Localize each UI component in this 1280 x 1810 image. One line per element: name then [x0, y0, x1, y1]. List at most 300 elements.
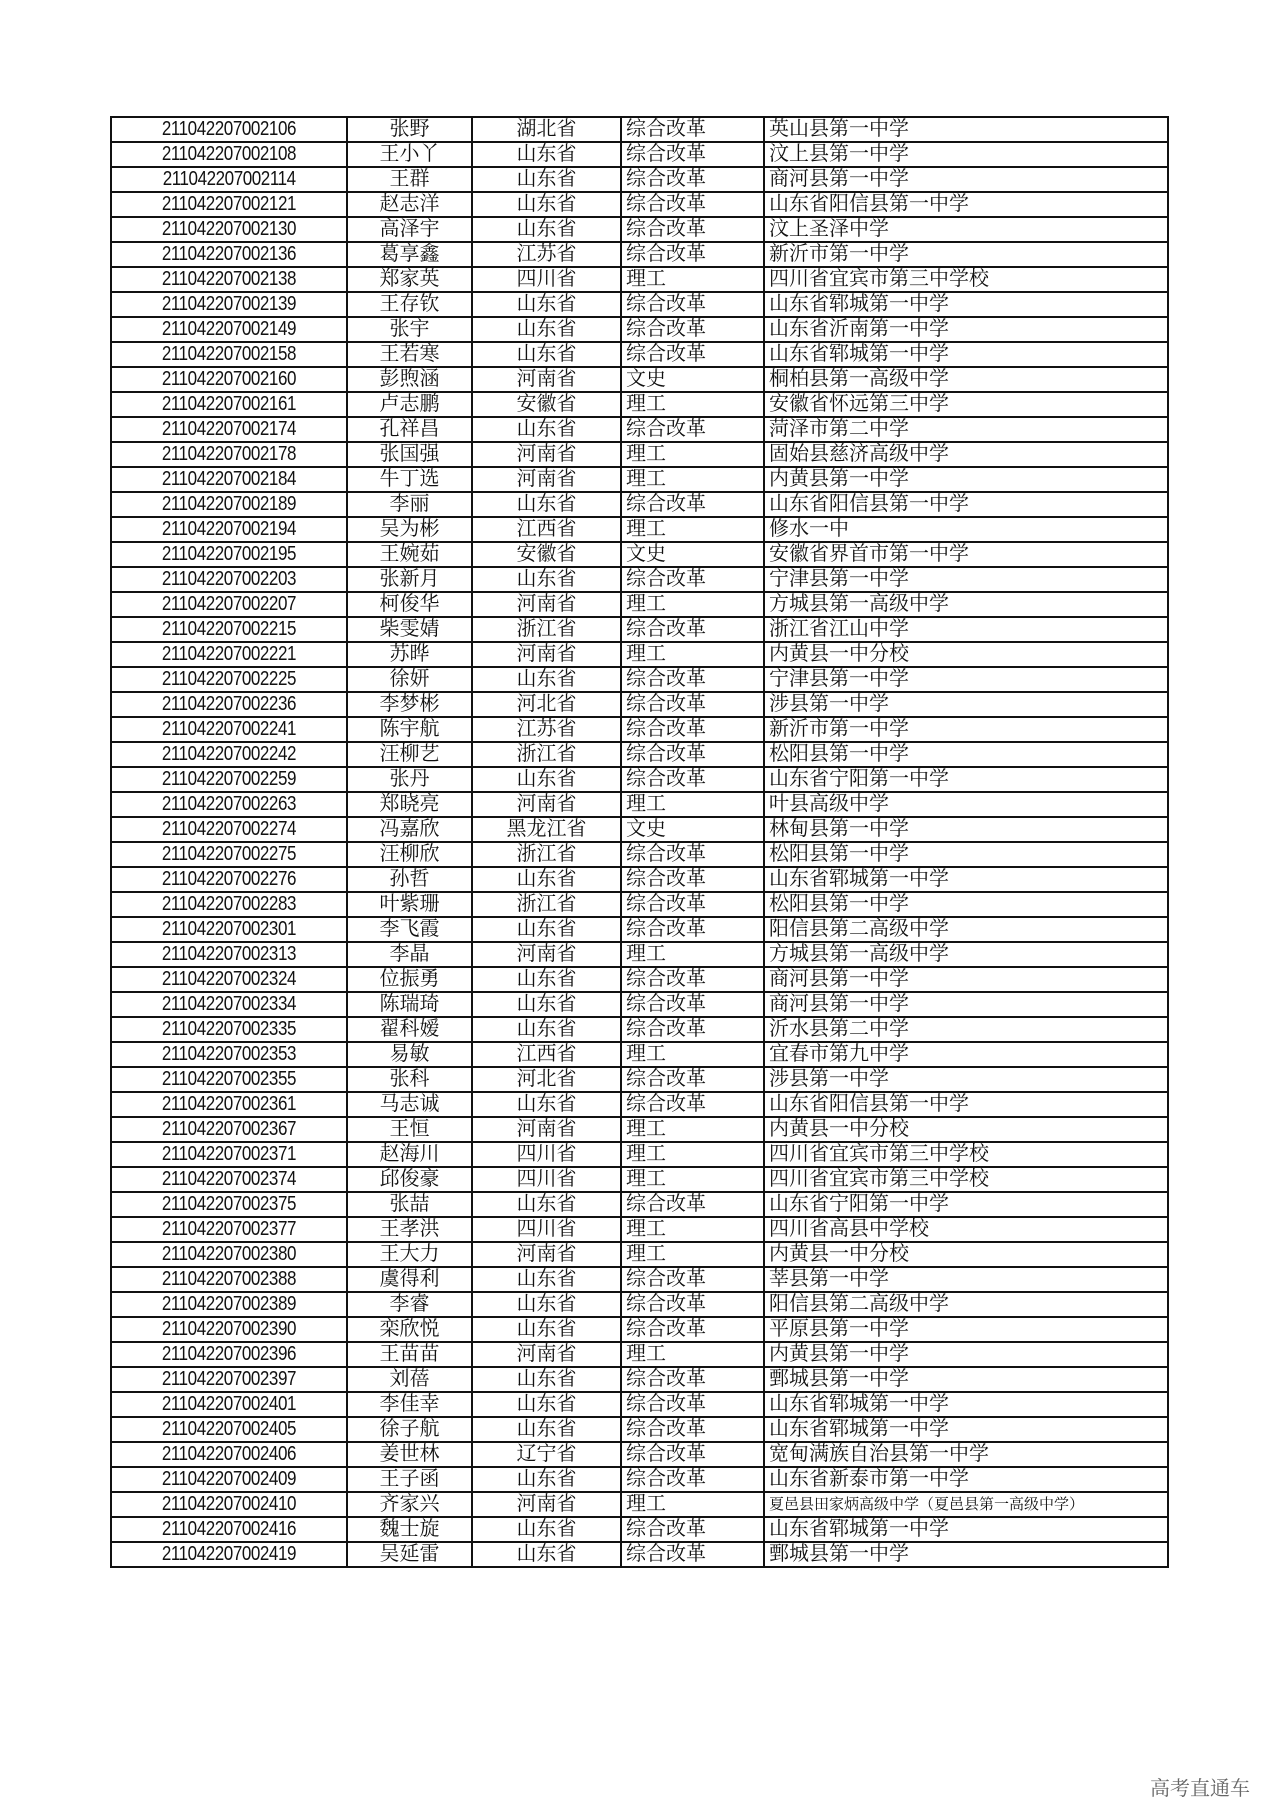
table-row: [111, 1167, 1168, 1192]
high-school-cell: 松阳县第一中学: [764, 892, 1168, 917]
subject-category-cell: 理工: [621, 1042, 764, 1067]
high-school-cell: 内黄县第一中学: [764, 467, 1168, 492]
candidate-id-text: 211042207002207: [161, 593, 297, 615]
candidate-id-cell: [111, 1342, 347, 1367]
candidate-id-text: 211042207002371: [161, 1143, 297, 1165]
table-row: [111, 692, 1168, 717]
province-cell: 江西省: [472, 1042, 621, 1067]
high-school-cell: 新沂市第一中学: [764, 717, 1168, 742]
candidate-id-cell: [111, 242, 347, 267]
province-cell: 山东省: [472, 342, 621, 367]
candidate-id-cell: [111, 1417, 347, 1442]
candidate-id-text: 211042207002274: [161, 818, 297, 840]
province-cell: 河南省: [472, 942, 621, 967]
candidate-id-text: 211042207002108: [161, 143, 297, 165]
student-name-cell: 郑家英: [347, 267, 472, 292]
candidate-id-cell: [111, 1117, 347, 1142]
student-name-cell: 牛丁选: [347, 467, 472, 492]
province-cell: 安徽省: [472, 392, 621, 417]
high-school-cell: 桐柏县第一高级中学: [764, 367, 1168, 392]
high-school-cell: 四川省宜宾市第三中学校: [764, 1142, 1168, 1167]
high-school-cell: 安徽省怀远第三中学: [764, 392, 1168, 417]
high-school-cell: 宁津县第一中学: [764, 667, 1168, 692]
candidate-id-cell: [111, 667, 347, 692]
candidate-id-cell: [111, 742, 347, 767]
province-cell: 河南省: [472, 1492, 621, 1517]
candidate-id-cell: [111, 717, 347, 742]
high-school-cell: 山东省郓城第一中学: [764, 867, 1168, 892]
subject-category-cell: 理工: [621, 642, 764, 667]
candidate-id-cell: [111, 1367, 347, 1392]
table-row: [111, 717, 1168, 742]
province-cell: 山东省: [472, 1267, 621, 1292]
table-row: [111, 1317, 1168, 1342]
province-cell: 河南省: [472, 1117, 621, 1142]
subject-category-cell: 综合改革: [621, 317, 764, 342]
subject-category-cell: 综合改革: [621, 142, 764, 167]
table-row: [111, 117, 1168, 142]
table-row: [111, 542, 1168, 567]
table-row: [111, 317, 1168, 342]
subject-category-cell: 综合改革: [621, 692, 764, 717]
subject-category-cell: 综合改革: [621, 567, 764, 592]
student-name-cell: 王子函: [347, 1467, 472, 1492]
subject-category-cell: 综合改革: [621, 917, 764, 942]
table-row: [111, 1067, 1168, 1092]
province-cell: 山东省: [472, 917, 621, 942]
student-name-cell: 栾欣悦: [347, 1317, 472, 1342]
high-school-cell: 阳信县第二高级中学: [764, 1292, 1168, 1317]
student-name-cell: 齐家兴: [347, 1492, 472, 1517]
candidate-id-cell: [111, 892, 347, 917]
high-school-cell: 叶县高级中学: [764, 792, 1168, 817]
table-row: [111, 1292, 1168, 1317]
table-row: [111, 1467, 1168, 1492]
high-school-cell: 山东省阳信县第一中学: [764, 492, 1168, 517]
student-name-cell: 刘蓓: [347, 1367, 472, 1392]
subject-category-cell: 综合改革: [621, 292, 764, 317]
province-cell: 安徽省: [472, 542, 621, 567]
candidate-id-cell: [111, 1167, 347, 1192]
candidate-id-text: 211042207002189: [161, 493, 297, 515]
candidate-id-cell: [111, 1042, 347, 1067]
subject-category-cell: 综合改革: [621, 1542, 764, 1567]
table-row: [111, 467, 1168, 492]
candidate-id-cell: [111, 117, 347, 142]
high-school-cell: 山东省郓城第一中学: [764, 1417, 1168, 1442]
province-cell: 河南省: [472, 792, 621, 817]
table-row: [111, 392, 1168, 417]
student-name-cell: 易敏: [347, 1042, 472, 1067]
candidate-id-cell: [111, 1542, 347, 1567]
province-cell: 河南省: [472, 367, 621, 392]
subject-category-cell: 理工: [621, 1142, 764, 1167]
province-cell: 湖北省: [472, 117, 621, 142]
candidate-id-text: 211042207002353: [161, 1043, 297, 1065]
candidate-id-text: 211042207002225: [161, 668, 297, 690]
table-row: [111, 1117, 1168, 1142]
high-school-cell: 汶上县第一中学: [764, 142, 1168, 167]
table-row: [111, 217, 1168, 242]
student-name-cell: 柯俊华: [347, 592, 472, 617]
high-school-cell: 方城县第一高级中学: [764, 592, 1168, 617]
subject-category-cell: 综合改革: [621, 1467, 764, 1492]
candidate-id-text: 211042207002374: [161, 1168, 297, 1190]
student-name-cell: 赵志洋: [347, 192, 472, 217]
table-row: [111, 617, 1168, 642]
subject-category-cell: 综合改革: [621, 892, 764, 917]
subject-category-cell: 综合改革: [621, 1192, 764, 1217]
student-name-cell: 冯嘉欣: [347, 817, 472, 842]
candidate-id-text: 211042207002158: [161, 343, 297, 365]
high-school-cell: 山东省郓城第一中学: [764, 292, 1168, 317]
candidate-id-cell: [111, 1392, 347, 1417]
candidate-id-cell: [111, 817, 347, 842]
student-name-cell: 张丹: [347, 767, 472, 792]
province-cell: 四川省: [472, 267, 621, 292]
student-name-cell: 位振勇: [347, 967, 472, 992]
table-row: [111, 842, 1168, 867]
candidate-id-cell: [111, 1292, 347, 1317]
province-cell: 河北省: [472, 692, 621, 717]
province-cell: 河南省: [472, 642, 621, 667]
candidate-id-text: 211042207002367: [161, 1118, 297, 1140]
high-school-cell: 内黄县一中分校: [764, 642, 1168, 667]
student-name-cell: 吴为彬: [347, 517, 472, 542]
province-cell: 山东省: [472, 667, 621, 692]
candidate-id-cell: [111, 992, 347, 1017]
candidate-id-cell: [111, 292, 347, 317]
candidate-id-cell: [111, 192, 347, 217]
candidate-id-cell: [111, 167, 347, 192]
candidate-id-cell: [111, 842, 347, 867]
candidate-id-text: 211042207002121: [161, 193, 297, 215]
subject-category-cell: 综合改革: [621, 1442, 764, 1467]
table-row: [111, 1142, 1168, 1167]
candidate-id-text: 211042207002114: [162, 168, 296, 190]
subject-category-cell: 综合改革: [621, 192, 764, 217]
student-name-cell: 汪柳艺: [347, 742, 472, 767]
watermark: 高考直通车: [1150, 1778, 1250, 1800]
subject-category-cell: 综合改革: [621, 1067, 764, 1092]
candidate-id-text: 211042207002178: [161, 443, 297, 465]
subject-category-cell: 理工: [621, 1492, 764, 1517]
province-cell: 四川省: [472, 1142, 621, 1167]
province-cell: 浙江省: [472, 892, 621, 917]
high-school-cell: 涉县第一中学: [764, 1067, 1168, 1092]
table-row: [111, 1267, 1168, 1292]
student-name-cell: 张野: [347, 117, 472, 142]
candidate-id-text: 211042207002397: [161, 1368, 297, 1390]
admission-list-table: [110, 116, 1169, 1568]
high-school-cell: 松阳县第一中学: [764, 842, 1168, 867]
candidate-id-cell: [111, 517, 347, 542]
high-school-cell: 内黄县一中分校: [764, 1242, 1168, 1267]
subject-category-cell: 理工: [621, 1167, 764, 1192]
table-row: [111, 442, 1168, 467]
high-school-cell: 山东省郓城第一中学: [764, 1392, 1168, 1417]
candidate-id-cell: [111, 617, 347, 642]
table-row: [111, 1242, 1168, 1267]
table-row: [111, 367, 1168, 392]
subject-category-cell: 综合改革: [621, 1267, 764, 1292]
student-name-cell: 李梦彬: [347, 692, 472, 717]
student-name-cell: 李睿: [347, 1292, 472, 1317]
province-cell: 黑龙江省: [472, 817, 621, 842]
candidate-id-cell: [111, 942, 347, 967]
candidate-id-cell: [111, 792, 347, 817]
candidate-id-cell: [111, 1217, 347, 1242]
table-row: [111, 567, 1168, 592]
candidate-id-cell: [111, 367, 347, 392]
high-school-cell: 四川省宜宾市第三中学校: [764, 267, 1168, 292]
subject-category-cell: 综合改革: [621, 217, 764, 242]
subject-category-cell: 综合改革: [621, 1417, 764, 1442]
student-name-cell: 李晶: [347, 942, 472, 967]
table-row: [111, 167, 1168, 192]
high-school-cell: 四川省高县中学校: [764, 1217, 1168, 1242]
candidate-id-cell: [111, 1067, 347, 1092]
subject-category-cell: 综合改革: [621, 667, 764, 692]
candidate-id-text: 211042207002396: [161, 1343, 297, 1365]
candidate-id-text: 211042207002355: [161, 1068, 297, 1090]
student-name-cell: 柴雯婧: [347, 617, 472, 642]
student-name-cell: 虞得利: [347, 1267, 472, 1292]
high-school-cell: 汶上圣泽中学: [764, 217, 1168, 242]
candidate-id-text: 211042207002130: [161, 218, 297, 240]
province-cell: 山东省: [472, 1017, 621, 1042]
student-name-cell: 葛享鑫: [347, 242, 472, 267]
subject-category-cell: 综合改革: [621, 1292, 764, 1317]
candidate-id-text: 211042207002377: [161, 1218, 297, 1240]
high-school-cell: 四川省宜宾市第三中学校: [764, 1167, 1168, 1192]
candidate-id-cell: [111, 1142, 347, 1167]
province-cell: 浙江省: [472, 617, 621, 642]
student-name-cell: 李丽: [347, 492, 472, 517]
candidate-id-cell: [111, 317, 347, 342]
candidate-id-cell: [111, 692, 347, 717]
subject-category-cell: 理工: [621, 942, 764, 967]
high-school-cell: 浙江省江山中学: [764, 617, 1168, 642]
province-cell: 山东省: [472, 167, 621, 192]
candidate-id-text: 211042207002410: [161, 1493, 297, 1515]
subject-category-cell: 理工: [621, 1217, 764, 1242]
candidate-id-text: 211042207002174: [161, 418, 297, 440]
province-cell: 江西省: [472, 517, 621, 542]
table-row: [111, 767, 1168, 792]
candidate-id-text: 211042207002401: [161, 1393, 297, 1415]
candidate-id-text: 211042207002334: [161, 993, 297, 1015]
table-row: [111, 1092, 1168, 1117]
candidate-id-text: 211042207002215: [161, 618, 297, 640]
candidate-id-text: 211042207002236: [161, 693, 297, 715]
student-name-cell: 翟科嫒: [347, 1017, 472, 1042]
subject-category-cell: 综合改革: [621, 1092, 764, 1117]
province-cell: 山东省: [472, 192, 621, 217]
student-name-cell: 孔祥昌: [347, 417, 472, 442]
candidate-id-text: 211042207002313: [161, 943, 297, 965]
student-name-cell: 陈瑞琦: [347, 992, 472, 1017]
subject-category-cell: 理工: [621, 1342, 764, 1367]
student-name-cell: 张喆: [347, 1192, 472, 1217]
candidate-id-text: 211042207002149: [161, 318, 297, 340]
candidate-id-text: 211042207002335: [161, 1018, 297, 1040]
province-cell: 山东省: [472, 1517, 621, 1542]
candidate-id-cell: [111, 392, 347, 417]
subject-category-cell: 综合改革: [621, 867, 764, 892]
candidate-id-text: 211042207002324: [161, 968, 297, 990]
candidate-id-cell: [111, 467, 347, 492]
candidate-id-cell: [111, 417, 347, 442]
candidate-id-cell: [111, 492, 347, 517]
high-school-cell: 商河县第一中学: [764, 167, 1168, 192]
table-row: [111, 1342, 1168, 1367]
table-row: [111, 867, 1168, 892]
candidate-id-text: 211042207002389: [161, 1293, 297, 1315]
province-cell: 山东省: [472, 967, 621, 992]
province-cell: 山东省: [472, 1467, 621, 1492]
subject-category-cell: 理工: [621, 592, 764, 617]
candidate-id-text: 211042207002375: [161, 1193, 297, 1215]
table-row: [111, 142, 1168, 167]
province-cell: 山东省: [472, 567, 621, 592]
high-school-cell: 山东省新泰市第一中学: [764, 1467, 1168, 1492]
subject-category-cell: 理工: [621, 792, 764, 817]
high-school-cell: 方城县第一高级中学: [764, 942, 1168, 967]
student-name-cell: 王孝洪: [347, 1217, 472, 1242]
candidate-id-text: 211042207002195: [161, 543, 297, 565]
subject-category-cell: 综合改革: [621, 1317, 764, 1342]
candidate-id-text: 211042207002301: [161, 918, 297, 940]
high-school-cell: 涉县第一中学: [764, 692, 1168, 717]
province-cell: 河南省: [472, 592, 621, 617]
high-school-cell: 固始县慈济高级中学: [764, 442, 1168, 467]
high-school-cell: 沂水县第二中学: [764, 1017, 1168, 1042]
student-name-cell: 邱俊豪: [347, 1167, 472, 1192]
candidate-id-text: 211042207002203: [161, 568, 297, 590]
high-school-cell: 山东省宁阳第一中学: [764, 767, 1168, 792]
subject-category-cell: 综合改革: [621, 842, 764, 867]
candidate-id-text: 211042207002221: [161, 643, 297, 665]
subject-category-cell: 文史: [621, 367, 764, 392]
candidate-id-text: 211042207002106: [161, 118, 297, 140]
student-name-cell: 彭煦涵: [347, 367, 472, 392]
student-name-cell: 王恒: [347, 1117, 472, 1142]
student-name-cell: 魏士旋: [347, 1517, 472, 1542]
table-row: [111, 1217, 1168, 1242]
candidate-id-text: 211042207002242: [161, 743, 297, 765]
high-school-cell: 英山县第一中学: [764, 117, 1168, 142]
student-name-cell: 徐子航: [347, 1417, 472, 1442]
high-school-cell: 新沂市第一中学: [764, 242, 1168, 267]
candidate-id-cell: [111, 592, 347, 617]
student-name-cell: 王婉茹: [347, 542, 472, 567]
candidate-id-cell: [111, 867, 347, 892]
candidate-id-cell: [111, 217, 347, 242]
table-row: [111, 1392, 1168, 1417]
candidate-id-cell: [111, 267, 347, 292]
province-cell: 山东省: [472, 1417, 621, 1442]
student-name-cell: 王存钦: [347, 292, 472, 317]
subject-category-cell: 综合改革: [621, 492, 764, 517]
student-name-cell: 卢志鹏: [347, 392, 472, 417]
student-name-cell: 张国强: [347, 442, 472, 467]
province-cell: 四川省: [472, 1217, 621, 1242]
province-cell: 河南省: [472, 467, 621, 492]
table-row: [111, 1517, 1168, 1542]
high-school-cell: 宽甸满族自治县第一中学: [764, 1442, 1168, 1467]
table-row: [111, 892, 1168, 917]
table-row: [111, 967, 1168, 992]
province-cell: 山东省: [472, 1367, 621, 1392]
subject-category-cell: 综合改革: [621, 242, 764, 267]
high-school-cell: 修水一中: [764, 517, 1168, 542]
student-name-cell: 王小丫: [347, 142, 472, 167]
subject-category-cell: 综合改革: [621, 717, 764, 742]
high-school-cell: 商河县第一中学: [764, 967, 1168, 992]
subject-category-cell: 综合改革: [621, 1017, 764, 1042]
subject-category-cell: 综合改革: [621, 742, 764, 767]
province-cell: 山东省: [472, 317, 621, 342]
student-name-cell: 苏晔: [347, 642, 472, 667]
subject-category-cell: 综合改革: [621, 167, 764, 192]
student-name-cell: 高泽宇: [347, 217, 472, 242]
high-school-cell: 菏泽市第二中学: [764, 417, 1168, 442]
high-school-cell: 阳信县第二高级中学: [764, 917, 1168, 942]
candidate-id-cell: [111, 142, 347, 167]
candidate-id-cell: [111, 967, 347, 992]
province-cell: 山东省: [472, 142, 621, 167]
subject-category-cell: 理工: [621, 467, 764, 492]
candidate-id-cell: [111, 1517, 347, 1542]
table-row: [111, 417, 1168, 442]
student-name-cell: 孙哲: [347, 867, 472, 892]
student-name-cell: 张宇: [347, 317, 472, 342]
candidate-id-text: 211042207002276: [161, 868, 297, 890]
high-school-cell: 松阳县第一中学: [764, 742, 1168, 767]
high-school-cell: 鄄城县第一中学: [764, 1367, 1168, 1392]
high-school-cell: 莘县第一中学: [764, 1267, 1168, 1292]
province-cell: 山东省: [472, 1392, 621, 1417]
province-cell: 山东省: [472, 1542, 621, 1567]
table-row: [111, 592, 1168, 617]
high-school-cell: 山东省沂南第一中学: [764, 317, 1168, 342]
candidate-id-cell: [111, 767, 347, 792]
candidate-id-cell: [111, 442, 347, 467]
subject-category-cell: 综合改革: [621, 967, 764, 992]
table-row: [111, 1492, 1168, 1517]
table-row: [111, 817, 1168, 842]
high-school-cell: 鄄城县第一中学: [764, 1542, 1168, 1567]
province-cell: 四川省: [472, 1167, 621, 1192]
table-row: [111, 242, 1168, 267]
table-row: [111, 342, 1168, 367]
province-cell: 山东省: [472, 492, 621, 517]
province-cell: 山东省: [472, 217, 621, 242]
high-school-cell: 安徽省界首市第一中学: [764, 542, 1168, 567]
candidate-id-text: 211042207002259: [161, 768, 297, 790]
candidate-id-text: 211042207002139: [161, 293, 297, 315]
candidate-id-text: 211042207002138: [161, 268, 297, 290]
subject-category-cell: 综合改革: [621, 417, 764, 442]
table-row: [111, 1367, 1168, 1392]
candidate-id-cell: [111, 1092, 347, 1117]
candidate-id-cell: [111, 1267, 347, 1292]
high-school-cell: 平原县第一中学: [764, 1317, 1168, 1342]
candidate-id-text: 211042207002361: [161, 1093, 297, 1115]
subject-category-cell: 理工: [621, 517, 764, 542]
candidate-id-text: 211042207002194: [161, 518, 297, 540]
